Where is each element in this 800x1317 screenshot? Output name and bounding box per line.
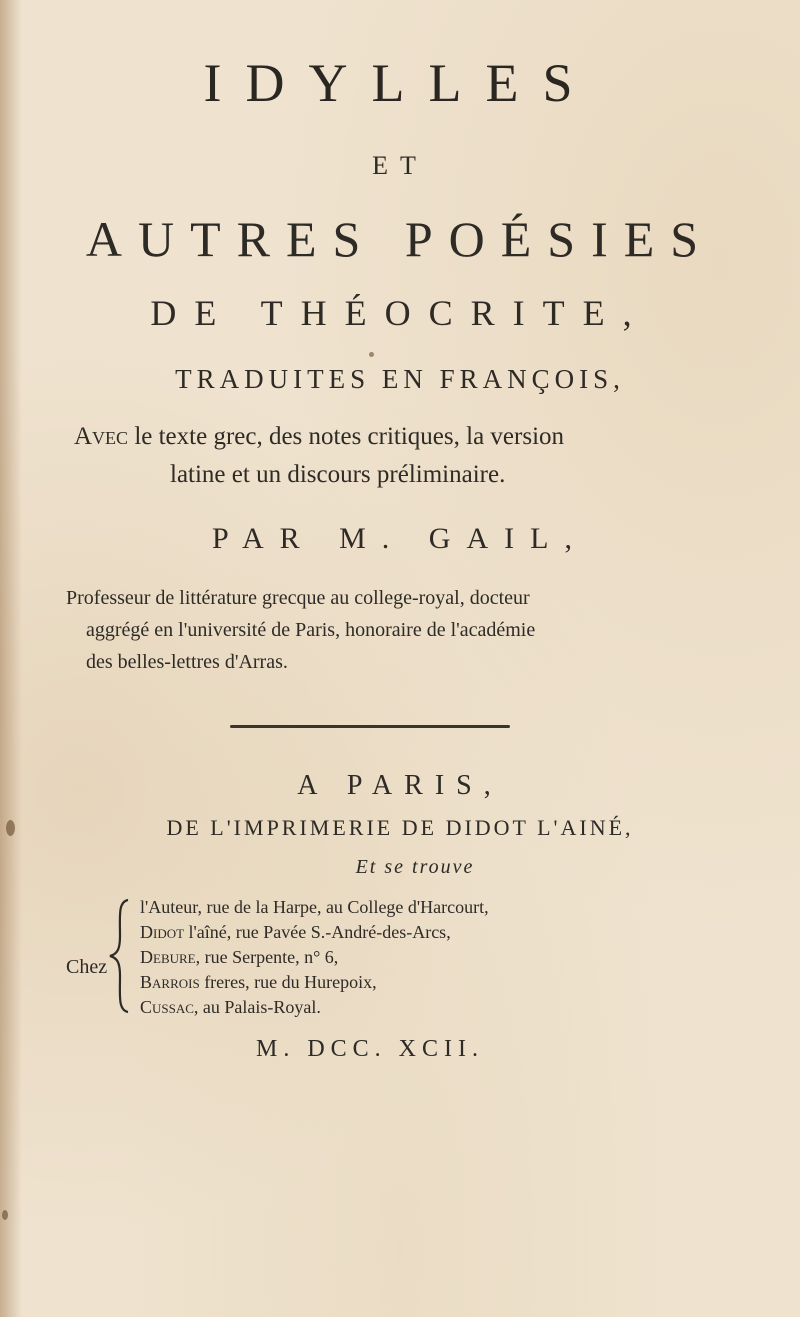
foxing-spot xyxy=(2,1210,8,1220)
translator-line: PAR M. GAIL, xyxy=(212,522,588,555)
description-paragraph xyxy=(74,418,734,494)
seller-line: l'Auteur, rue de la Harpe, au College d'Harcourt, xyxy=(140,897,489,917)
seller-line: Debure, rue Serpente, n° 6, xyxy=(140,947,339,967)
page-edge-shadow xyxy=(0,0,22,1317)
translation-line: TRADUITES EN FRANÇOIS, xyxy=(175,364,625,394)
seller-line: Cussac, au Palais-Royal. xyxy=(140,997,321,1017)
description-line1: le texte grec, des notes critiques, la version xyxy=(128,423,565,450)
description-line2: latine et un discours préliminaire. xyxy=(170,461,506,488)
author-line: DE THÉOCRITE, xyxy=(150,293,650,333)
seller-line: Didot l'aîné, rue Pavée S.-André-des-Arcs, xyxy=(140,922,451,942)
credentials-line2: aggrégé en l'université de Paris, honoraire de l'académie xyxy=(86,619,536,641)
foxing-spot xyxy=(6,820,15,836)
curly-brace-icon xyxy=(98,896,138,1016)
credentials-line1: Professeur de littérature grecque au college-royal, docteur xyxy=(66,587,530,609)
publication-year: M. DCC. XCII. xyxy=(255,1036,484,1062)
divider-rule xyxy=(230,725,510,728)
sellers-label: Chez xyxy=(66,956,108,978)
imprint-trouve: Et se trouve xyxy=(355,856,475,878)
translator-credentials xyxy=(66,582,756,678)
imprint-printer: DE L'IMPRIMERIE DE DIDOT L'AINÉ, xyxy=(166,815,634,840)
title-conjunction: ET xyxy=(372,151,428,180)
main-title: IDYLLES xyxy=(203,53,597,113)
subtitle-autres-poesies: AUTRES POÉSIES xyxy=(85,211,715,267)
credentials-line3: des belles-lettres d'Arras. xyxy=(86,651,288,673)
seller-line: Barrois freres, rue du Hurepoix, xyxy=(140,972,377,992)
imprint-city: A PARIS, xyxy=(297,770,503,801)
description-lead: Avec xyxy=(74,423,129,450)
foxing-spot xyxy=(369,352,374,357)
sellers-list xyxy=(140,895,660,1020)
